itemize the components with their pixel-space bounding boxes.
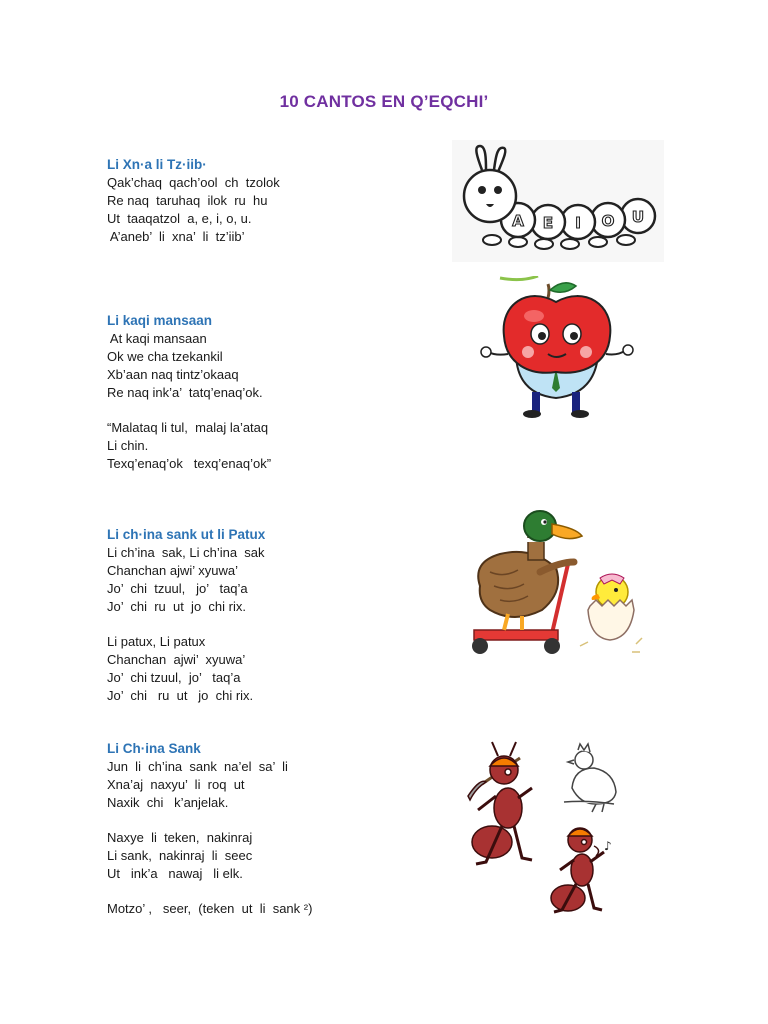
song-title: Li Ch·ina Sank bbox=[107, 741, 201, 756]
lyric-line: Li patux, Li patux bbox=[107, 634, 206, 649]
lyric-line: Li sank, nakinraj li seec bbox=[107, 848, 253, 863]
song-title: Li Xn·a li Tz·iib· bbox=[107, 157, 207, 172]
caterpillar-vowels-illustration bbox=[452, 140, 664, 262]
song-3 bbox=[107, 526, 437, 705]
lyric-line: Naxye li teken, nakinraj bbox=[107, 830, 253, 845]
lyric-line: Jo’ chi ru ut jo chi rix. bbox=[107, 688, 254, 703]
lyric-line: Li ch’ina sak, Li ch’ina sak bbox=[107, 545, 265, 560]
vowel-letter-o: O bbox=[601, 212, 615, 230]
lyric-line: Xb’aan naq tintz’okaaq bbox=[107, 367, 239, 382]
lyric-line: A’aneb’ li xna’ li tz’iib’ bbox=[107, 229, 245, 244]
apple-character-illustration bbox=[478, 276, 638, 424]
lyric-line: Jo’ chi tzuul, jo’ taq’a bbox=[107, 670, 241, 685]
duck-scooter-duckling-illustration bbox=[460, 506, 646, 668]
page-title: 10 CANTOS EN Q’EQCHI’ bbox=[279, 92, 489, 111]
song-2 bbox=[107, 312, 437, 473]
lyric-line: Li chin. bbox=[107, 438, 149, 453]
vowel-letter-i: I bbox=[575, 214, 581, 232]
lyric-line: Chanchan ajwi’ xyuwa’ bbox=[107, 652, 246, 667]
vowel-letter-e: E bbox=[542, 214, 554, 232]
lyric-line: Re naq ink’a’ tatq’enaq’ok. bbox=[107, 385, 263, 400]
lyric-line: Texq’enaq’ok texq’enaq’ok” bbox=[107, 456, 272, 471]
lyric-line: Re naq taruhaq ilok ru hu bbox=[107, 193, 268, 208]
song-title: Li kaqi mansaan bbox=[107, 313, 213, 328]
lyric-line: Jo’ chi ru ut jo chi rix. bbox=[107, 599, 246, 614]
vowel-letter-a: A bbox=[512, 212, 524, 230]
lyric-line: At kaqi mansaan bbox=[107, 331, 207, 346]
song-4 bbox=[107, 740, 437, 918]
ants-and-bird-illustration bbox=[464, 738, 634, 916]
lyric-line: Ut ink’a nawaj li elk. bbox=[107, 866, 243, 881]
svg-text:♪: ♪ bbox=[604, 839, 612, 853]
lyric-line: Naxik chi k’anjelak. bbox=[107, 795, 229, 810]
vowel-letter-u: U bbox=[631, 208, 645, 226]
lyric-line: Ok we cha tzekankil bbox=[107, 349, 223, 364]
lyric-line: Motzo’ , seer, (teken ut li sank ²) bbox=[107, 901, 313, 916]
lyric-line: Xna’aj naxyu’ li roq ut bbox=[107, 777, 245, 792]
lyric-line: Jo’ chi tzuul, jo’ taq’a bbox=[107, 581, 248, 596]
song-title: Li ch·ina sank ut li Patux bbox=[107, 527, 266, 542]
lyric-line: Chanchan ajwi’ xyuwa’ bbox=[107, 563, 239, 578]
lyric-line: Qak’chaq qach’ool ch tzolok bbox=[107, 175, 280, 190]
lyric-line: “Malataq li tul, malaj la’ataq bbox=[107, 420, 269, 435]
lyric-line: Jun li ch’ina sank na’el sa’ li bbox=[107, 759, 288, 774]
song-1 bbox=[107, 156, 437, 246]
lyric-line: Ut taaqatzol a, e, i, o, u. bbox=[107, 211, 252, 226]
